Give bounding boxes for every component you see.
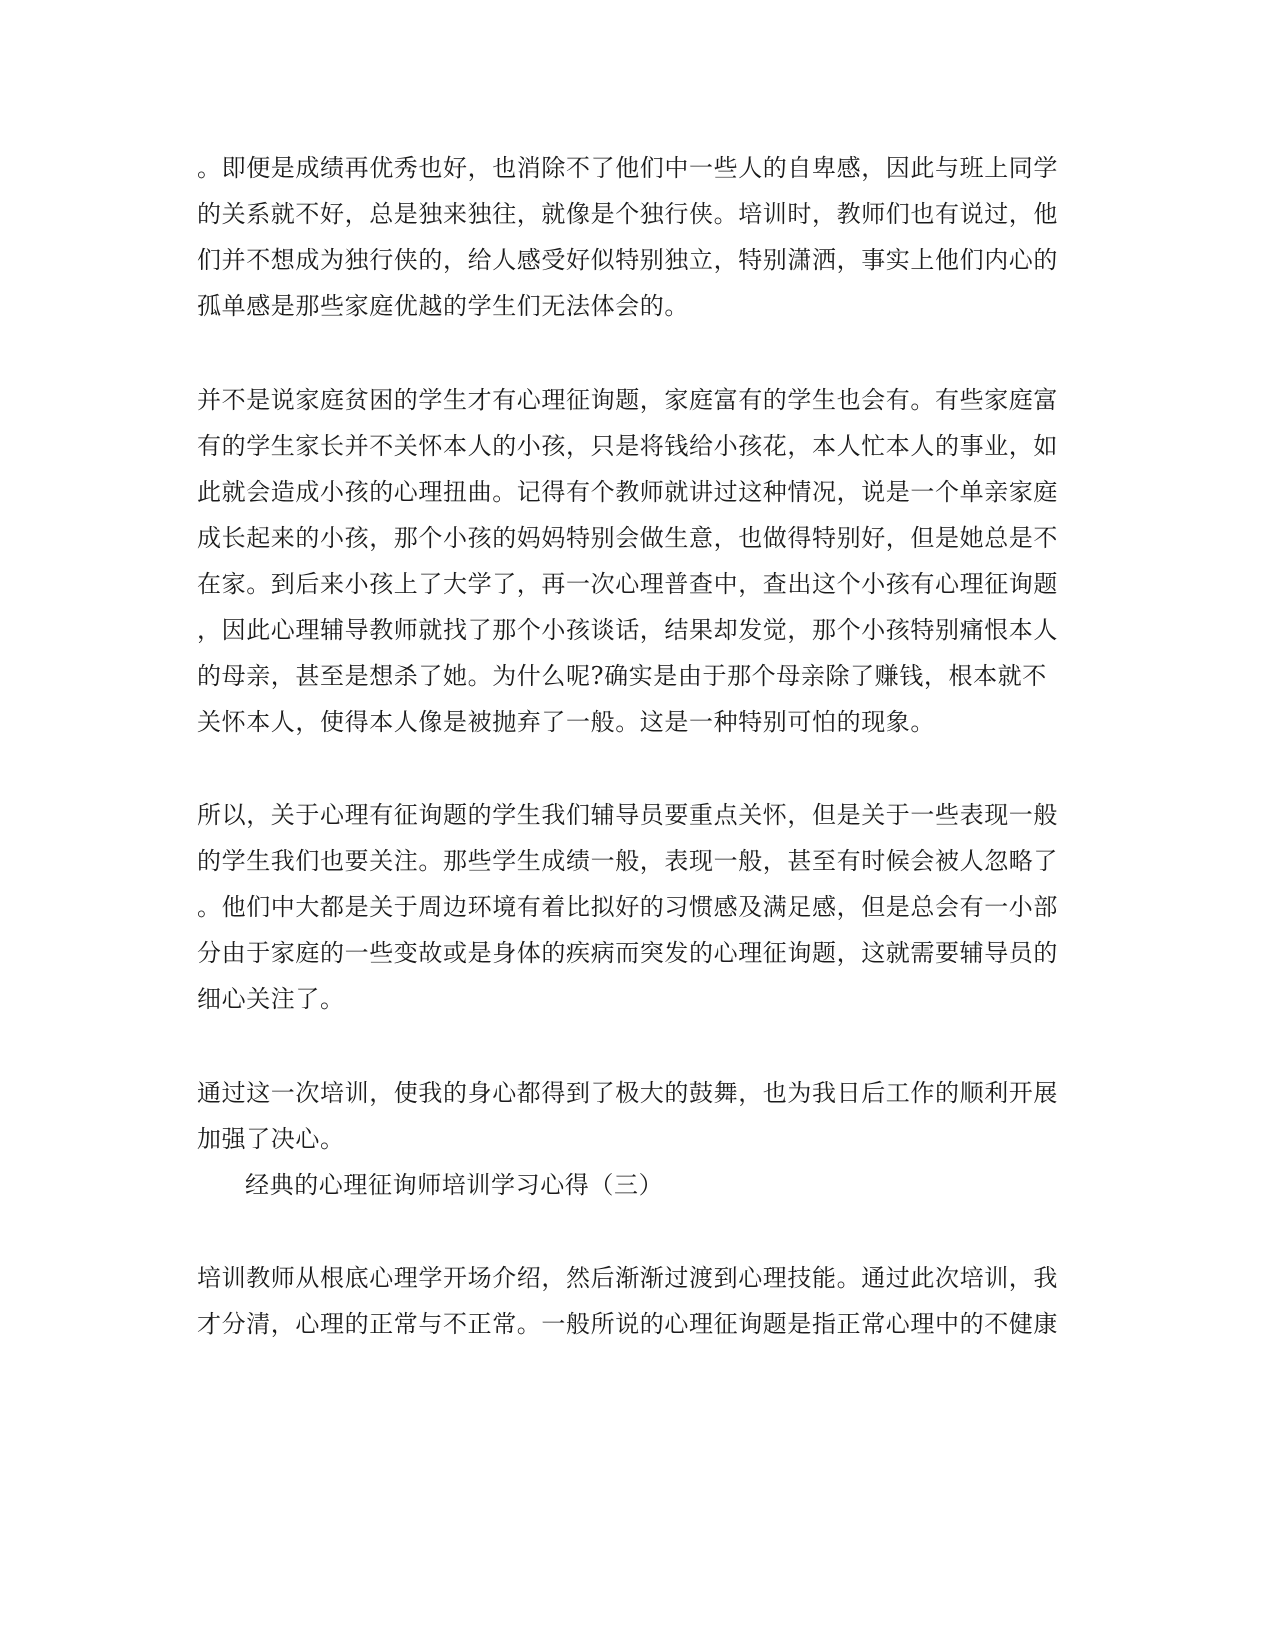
- paragraph-2-line-7: 的母亲，甚至是想杀了她。为什么呢?确实是由于那个母亲除了赚钱，根本就不: [197, 662, 1047, 690]
- paragraph-5-line-2: 才分清，心理的正常与不正常。一般所说的心理征询题是指正常心理中的不健康: [197, 1310, 1058, 1338]
- paragraph-5-line-1: 培训教师从根底心理学开场介绍，然后渐渐过渡到心理技能。通过此次培训，我: [197, 1264, 1058, 1292]
- paragraph-2-line-2: 有的学生家长并不关怀本人的小孩，只是将钱给小孩花，本人忙本人的事业，如: [197, 432, 1058, 460]
- paragraph-1-line-2: 的关系就不好，总是独来独往，就像是个独行侠。培训时，教师们也有说过，他: [197, 200, 1058, 228]
- paragraph-2-line-8: 关怀本人，使得本人像是被抛弃了一般。这是一种特别可怕的现象。: [197, 708, 935, 736]
- paragraph-2-line-1: 并不是说家庭贫困的学生才有心理征询题，家庭富有的学生也会有。有些家庭富: [197, 386, 1058, 414]
- paragraph-3-line-4: 分由于家庭的一些变故或是身体的疾病而突发的心理征询题，这就需要辅导员的: [197, 939, 1058, 967]
- paragraph-2-line-3: 此就会造成小孩的心理扭曲。记得有个教师就讲过这种情况，说是一个单亲家庭: [197, 478, 1058, 506]
- paragraph-1-line-3: 们并不想成为独行侠的，给人感受好似特别独立，特别潇洒，事实上他们内心的: [197, 246, 1058, 274]
- section-heading: 经典的心理征询师培训学习心得（三）: [245, 1171, 664, 1199]
- paragraph-1-line-4: 孤单感是那些家庭优越的学生们无法体会的。: [197, 292, 689, 320]
- paragraph-4-line-1: 通过这一次培训，使我的身心都得到了极大的鼓舞，也为我日后工作的顺利开展: [197, 1079, 1058, 1107]
- paragraph-1-line-1: 。即便是成绩再优秀也好，也消除不了他们中一些人的自卑感，因此与班上同学: [197, 154, 1058, 182]
- paragraph-2-line-5: 在家。到后来小孩上了大学了，再一次心理普查中，查出这个小孩有心理征询题: [197, 570, 1058, 598]
- paragraph-4-line-2: 加强了决心。: [197, 1125, 345, 1153]
- paragraph-3-line-5: 细心关注了。: [197, 985, 345, 1013]
- paragraph-3-line-3: 。他们中大都是关于周边环境有着比拟好的习惯感及满足感，但是总会有一小部: [197, 893, 1058, 921]
- paragraph-3-line-1: 所以，关于心理有征询题的学生我们辅导员要重点关怀，但是关于一些表现一般: [197, 801, 1058, 829]
- paragraph-2-line-4: 成长起来的小孩，那个小孩的妈妈特别会做生意，也做得特别好，但是她总是不: [197, 524, 1058, 552]
- paragraph-3-line-2: 的学生我们也要关注。那些学生成绩一般，表现一般，甚至有时候会被人忽略了: [197, 847, 1058, 875]
- paragraph-2-line-6: ，因此心理辅导教师就找了那个小孩谈话，结果却发觉，那个小孩特别痛恨本人: [197, 616, 1058, 644]
